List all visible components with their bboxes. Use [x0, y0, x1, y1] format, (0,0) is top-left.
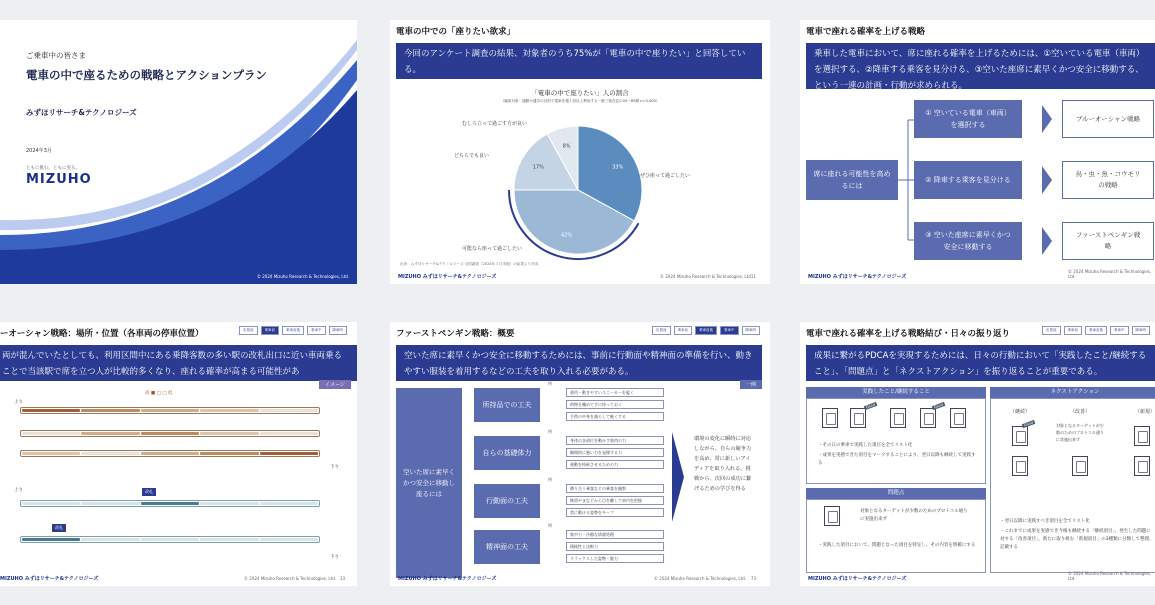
arrow-right-icon [1042, 227, 1052, 255]
pie-category-label: ぜひ座って過ごしたい [640, 173, 691, 179]
document-icon [920, 408, 936, 428]
next-col-improve: （改善） [1070, 409, 1091, 415]
chart-title: 「電車の中で座りたい」人の割合 [531, 89, 629, 97]
slide-title: ーオーシャン戦略：場所・位置（各車両の停車位置） [0, 329, 204, 339]
issue-text: 対象となるターゲットが少数のためのプロトコル通りに実施出来ず [860, 509, 968, 522]
document-icon [1072, 456, 1088, 476]
category-3: 行動面の工夫 [474, 484, 540, 518]
document-icon [822, 408, 838, 428]
tab-phase[interactable]: 降車時 [742, 326, 761, 335]
slide-desire-to-sit[interactable] [390, 20, 770, 284]
root-box: 空いた席に素早くかつ安全に移動し座るには [396, 388, 462, 578]
strategy-box-2: 鳥・虫・魚・コウモリの戦略 [1062, 161, 1154, 199]
phase-tabs [652, 326, 760, 335]
example-item: 携帯やまなどから目を離して車内を把握 [566, 496, 664, 505]
summary-band: 空いた席に素早くかつ安全に移動するためには、事前に行動面や精神面の準備を行い、動きやすい服装を着用するなどの工夫を取り入れる必要がある。 [396, 345, 762, 381]
document-icon [1012, 426, 1028, 446]
example-item: リラックスした姿勢・脱力 [566, 554, 664, 563]
mizuho-logo: MIZUHO [26, 172, 92, 187]
up-label: 上り [14, 488, 23, 493]
strategy-box-3: ファーストペンギン戦略 [1062, 222, 1154, 260]
slide-title: 電車で座れる確率を上げる戦略結び・日々の振り返り [806, 329, 1011, 339]
pie-value-label: 17% [532, 164, 544, 171]
summary-band: 今回のアンケート調査の結果、対象者のうち75%が「電車の中で座りたい」と回答している。 [396, 43, 762, 79]
step-box-2: ② 降車する乗客を見分ける [914, 161, 1022, 199]
issue-header: 問題点 [806, 488, 986, 499]
example-item: 積極性と決断力 [566, 542, 664, 551]
copyright: © 2024 Mizuho Research & Technologies, Ltd. [256, 274, 349, 279]
slide-title: ファーストペンギン戦略：概要 [396, 329, 515, 339]
greeting: ご乗車中の皆さま [26, 51, 86, 60]
pie-chart [500, 108, 670, 268]
tab-phase[interactable]: 降車時 [1132, 326, 1151, 335]
example-item: 集中力・冷静な情報処理 [566, 530, 664, 539]
summary-band: 両が混んでいたとしても、利用区間中にある乗降客数の多い駅の改札出口に近い車両乗ることで当該駅で席を立つ人が比較的多くなり、座れる確率が高まる可能性があ [0, 345, 357, 381]
footer-logo: MIZUHO みずほリサーチ&テクノロジーズ [398, 274, 497, 280]
slide-strategy[interactable] [800, 20, 1155, 284]
good-stamp: Good [865, 402, 876, 410]
example-item: 常に動ける姿勢をキープ [566, 508, 664, 517]
copyright: © 2024 Mizuho Research & Technologies, Ltd. [660, 274, 753, 279]
done-header: 実践したこと/継続すること [806, 387, 986, 398]
tab-phase[interactable]: 乗車前 [261, 326, 280, 335]
phase-tabs [1042, 326, 1150, 335]
category-4: 精神面の工夫 [474, 530, 540, 564]
up-label: 上り [14, 400, 23, 405]
image-badge: イメージ [319, 380, 351, 389]
next-text: 対象となるターゲットが少数のためのプロトコル通りに実施出来ず [1056, 423, 1104, 442]
arrow-right-icon [1042, 105, 1052, 133]
deck-date: 2024年3月 [26, 148, 52, 154]
slogan: ともに挑む。ともに実る。 [26, 166, 80, 171]
done-note-1: ・その日の乗車で実践した項目を全てリスト化 [818, 443, 913, 448]
document-icon [824, 506, 840, 526]
tab-phase[interactable]: 乗車直後 [695, 326, 717, 335]
good-stamp: Good [933, 402, 944, 410]
category-2: 自らの基礎体力 [474, 436, 540, 470]
document-icon [890, 408, 906, 428]
summary-band: 乗車した電車において、席に座れる確率を上げるためには、①空いている電車（車両）を選択する、②降車する乗客を見分ける、③空いた座席に素早くかつ安全に移動する、という一連の計画・行動が求められる。 [806, 43, 1155, 89]
tab-phase[interactable]: 乗車直後 [1085, 326, 1107, 335]
pie-category-label: 可能なら座って過ごしたい [462, 246, 523, 252]
category-1: 所持品での工夫 [474, 388, 540, 422]
next-col-continue: （継続） [1010, 409, 1031, 415]
example-item: 身体の各部位を動かす筋肉の力 [566, 436, 664, 445]
example-item: 手荷の中身を減らして軽くする [566, 412, 664, 421]
document-icon [1134, 456, 1150, 476]
tab-phase[interactable]: 乗車前 [1064, 326, 1083, 335]
tab-phase[interactable]: 出発前 [652, 326, 671, 335]
example-tag: 例 [548, 477, 552, 482]
footer-logo: MIZUHO みずほリサーチ&テクノロジーズ [808, 274, 907, 280]
train-row-5 [20, 536, 320, 543]
tab-phase[interactable]: 降車時 [329, 326, 348, 335]
tab-phase[interactable]: 乗車中 [720, 326, 739, 335]
deck-title: 電車の中で座るための戦略とアクションプラン [26, 68, 267, 82]
done-note-2: ・成果を実感できた項目をマークすることにより、翌日以降も継続して実践する [818, 453, 976, 466]
copyright: © 2024 Mizuho Research & Technologies, Ltd. [244, 576, 337, 581]
company-name: みずほリサーチ&テクノロジーズ [26, 108, 137, 117]
example-tag: 例 [548, 429, 552, 434]
phase-tabs [239, 326, 347, 335]
tab-phase[interactable]: 出発前 [239, 326, 258, 335]
example-badge: 一例 [740, 380, 762, 389]
next-note-1: ・翌日以降に実践すべき項目を全てリスト化 [1000, 519, 1090, 524]
pie-category-label: むしろ立って過ごす方が良い [462, 121, 528, 127]
page-number: 73 [750, 576, 756, 581]
legend: 高 ■ □ □ 低 [145, 391, 173, 396]
example-item: 隣り合う乗客などの乗客を観察 [566, 484, 664, 493]
slide-review[interactable] [800, 322, 1155, 586]
example-item: 着用・動きやすいスニーカーを履く [566, 388, 664, 397]
document-icon [1012, 456, 1028, 476]
slide-title: 電車の中での「座りたい欲求」 [396, 27, 516, 37]
copyright: © 2024 Mizuho Research & Technologies, Ltd. [1068, 571, 1152, 581]
train-row-2 [20, 430, 320, 437]
page-number: 11 [750, 274, 756, 279]
next-header: ネクストアクション [990, 387, 1155, 398]
gate-label: 改札 [142, 488, 156, 496]
slide-first-penguin[interactable] [390, 322, 770, 586]
document-icon [950, 408, 966, 428]
slide-title: 電車で座れる確率を上げる戦略 [806, 27, 926, 37]
footer-logo: MIZUHO みずほリサーチ&テクノロジーズ [0, 576, 99, 582]
step-box-1: ① 空いている電車（車両）を選択する [914, 100, 1022, 138]
tab-phase[interactable]: 乗車中 [1110, 326, 1129, 335]
tab-phase[interactable]: 乗車直後 [282, 326, 304, 335]
document-icon [1134, 426, 1150, 446]
arrow-right-icon [1042, 166, 1052, 194]
pie-value-label: 8% [562, 143, 571, 150]
slide-title[interactable] [0, 20, 357, 284]
issue-note: ・実践した項目において、問題となった項目を特定し、その内容を明確にする [818, 543, 976, 548]
example-item: 運動を持続させるための力 [566, 460, 664, 469]
summary-band: 成果に繋がるPDCAを実現するためには、日々の行動において「実践したこと/継続すること」、「問題点」と「ネクストアクション」を振り返ることが重要である。 [806, 345, 1155, 381]
chart-source: 出所：みずほリサーチ&テクノロジーズ 全国調査（2024年１月実施）の結果より作成 [400, 262, 539, 266]
tab-phase[interactable]: 乗車前 [674, 326, 693, 335]
next-note-2: ・これまでに成果を実感でき今後も継続する「継続項目」、発生した問題に対する「改善項目」、新たに取り組む「新規項目」の3種類に分類して整理、記載する [1000, 529, 1154, 550]
step-box-3: ③ 空いた座席に素早くかつ安全に移動する [914, 222, 1022, 260]
tab-phase[interactable]: 乗車中 [307, 326, 326, 335]
tab-phase[interactable]: 出発前 [1042, 326, 1061, 335]
pie-value-label: 33% [612, 164, 624, 171]
summary-note: 環境の変化に瞬時に対応しながら、自らの競争力を高め、常に新しいアイディアを取り入れる。挑戦から、次回の成功に繋げるための学びを得る [694, 436, 752, 492]
good-stamp: Good [1023, 420, 1034, 428]
train-row-4 [20, 500, 320, 507]
root-box: 席に座れる可能性を高めるには [806, 160, 898, 200]
example-tag: 例 [548, 523, 552, 528]
page-number: 33 [339, 576, 345, 581]
big-arrow-icon [672, 432, 686, 522]
example-item: 荷物を纏めて手に持っておく [566, 400, 664, 409]
train-row-1 [20, 407, 320, 414]
footer-logo: MIZUHO みずほリサーチ&テクノロジーズ [808, 576, 907, 582]
chart-subtitle: （調査対象：通勤や通学の目的で電車を週１回以上利用する一都三県在住の20～69歳 n=3,000） [500, 99, 660, 103]
strategy-box-1: ブルーオーシャン戦略 [1062, 100, 1154, 138]
pie-category-label: どちらでも良い [454, 153, 489, 159]
footer-logo: MIZUHO みずほリサーチ&テクノロジーズ [398, 576, 497, 582]
example-item: 瞬間的に強い力を発揮する力 [566, 448, 664, 457]
down-label: 下り [330, 465, 339, 470]
document-icon [850, 408, 866, 428]
example-tag: 例 [548, 381, 552, 386]
copyright: © 2024 Mizuho Research & Technologies, Ltd. [654, 576, 747, 581]
next-col-new: （新規） [1135, 409, 1155, 415]
slide-blue-ocean[interactable] [0, 322, 357, 586]
gate-label: 改札 [52, 524, 66, 532]
pie-value-label: 42% [560, 232, 573, 239]
train-row-3 [20, 450, 320, 457]
down-label: 下り [330, 555, 339, 560]
copyright: © 2024 Mizuho Research & Technologies, Ltd. [1068, 269, 1152, 279]
